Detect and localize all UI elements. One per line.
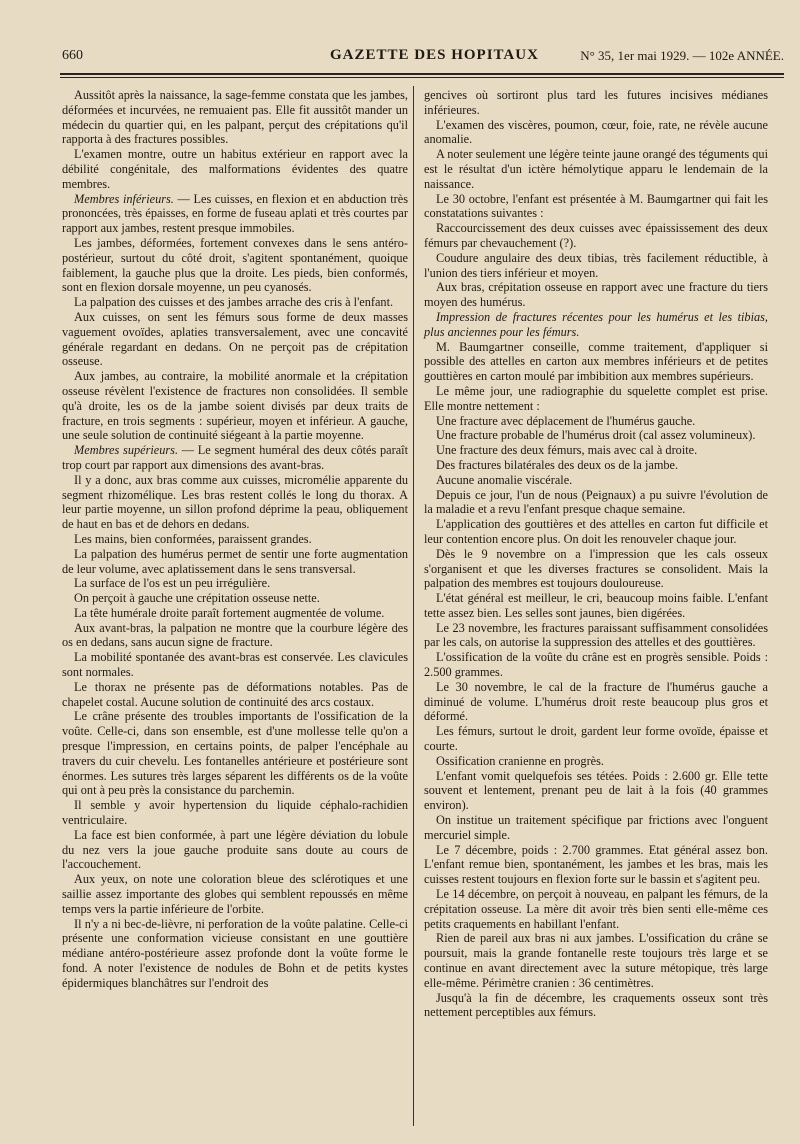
paragraph-text: Les fémurs, surtout le droit, gardent leur forme ovoïde, épaisse et courte. xyxy=(424,724,768,754)
paragraph xyxy=(62,147,408,191)
paragraph xyxy=(424,488,768,518)
paragraph-text: Une fracture avec déplacement de l'humérus gauche. xyxy=(436,413,696,428)
paragraph-text: Les jambes, déformées, fortement convexes dans le sens antéro-postérieur, surtout du côté droit, s'agitent spontanément, quoique faiblement, la gauche plus que la droite. Les pieds, bien conformés, sont en flexion dorsale moyenne, un peu cyanosés. xyxy=(62,235,408,295)
paragraph-text: Aux cuisses, on sent les fémurs sous forme de deux masses vaguement ovoïdes, aplaties transversalement, avec une concavité générale regardant en dedans. On ne perçoit pas de crépitation osseuse. xyxy=(62,309,408,369)
paragraph-text: Ossification cranienne en progrès. xyxy=(436,753,604,768)
paragraph-text: La palpation des humérus permet de sentir une forte augmentation de leur volume, avec aplatissement dans le sens transversal. xyxy=(62,546,408,576)
paragraph-text: Il y a donc, aux bras comme aux cuisses, micromélie apparente du segment rhizomélique. Les bras restent collés le long du thorax. A leur partie moyenne, un sillon profond déprime la peau, obliquement de haut en bas et de dehors en dedans. xyxy=(62,472,408,532)
paragraph-text: Le crâne présente des troubles importants de l'ossification de la voûte. Celle-ci, dans son ensemble, est d'une mollesse telle qu'on a presque l'impression, en certains points, de palper l'encéphale au travers du cuir chevelu. Les fontanelles antérieure et postérieure sont énormes. Les sutures très larges séparent les différents os de la voûte qui ont à peu près la consistance du parchemin. xyxy=(62,709,408,798)
paragraph xyxy=(62,192,408,236)
paragraph xyxy=(424,428,768,443)
header-rule-thin xyxy=(60,77,784,78)
paragraph xyxy=(62,473,408,532)
paragraph xyxy=(424,473,768,488)
paragraph xyxy=(424,147,768,191)
paragraph xyxy=(424,221,768,251)
paragraph-text: La surface de l'os est un peu irrégulière. xyxy=(74,576,271,591)
paragraph xyxy=(424,88,768,118)
paragraph-text: Des fractures bilatérales des deux os de la jambe. xyxy=(436,457,679,472)
paragraph-text: gencives où sortiront plus tard les futures incisives médianes inférieures. xyxy=(424,88,768,117)
paragraph-text: L'examen montre, outre un habitus extérieur en rapport avec la débilité congénitale, des malformations évidentes des quatre membres. xyxy=(62,147,408,191)
paragraph-text: Raccourcissement des deux cuisses avec épaississement des deux fémurs par chevauchement (?). xyxy=(424,221,768,250)
paragraph-text: Depuis ce jour, l'un de nous (Peignaux) a pu suivre l'évolution de la maladie et a revu l'enfant presque chaque semaine. xyxy=(424,487,768,517)
paragraph xyxy=(62,310,408,369)
paragraph-text: Dès le 9 novembre on a l'impression que les cals osseux s'organisent et que les diverses fractures se consolident. Mais la palpation des membres est toujours douloureuse. xyxy=(424,546,768,591)
paragraph xyxy=(424,443,768,458)
paragraph xyxy=(424,843,768,887)
paragraph-text: Une fracture des deux fémurs, mais avec cal à droite. xyxy=(436,443,698,458)
paragraph xyxy=(62,621,408,651)
paragraph-text: Le 30 octobre, l'enfant est présentée à M. Baumgartner qui fait les constatations suivantes : xyxy=(424,191,768,221)
paragraph-text: Le 7 décembre, poids : 2.700 grammes. Etat général assez bon. L'enfant remue bien, spontanément, les jambes et les bras, mais les cuisses restent toujours en flexion forte sur le bassin et s'agitent peu. xyxy=(424,842,768,887)
paragraph xyxy=(424,931,768,990)
paragraph xyxy=(62,680,408,710)
paragraph-text: La tête humérale droite paraît fortement augmentée de volume. xyxy=(74,605,385,620)
paragraph xyxy=(62,88,408,147)
paragraph-text: M. Baumgartner conseille, comme traitement, d'appliquer si possible des attelles en carton aux membres inférieurs et de petites gouttières en carton moulé par imbibition aux membres supérieurs. xyxy=(424,339,768,384)
paragraph-text: L'application des gouttières et des attelles en carton fut difficile et leur contention encore plus. On doit les renouveler chaque jour. xyxy=(424,517,768,546)
paragraph-text: L'état général est meilleur, le cri, beaucoup moins faible. L'enfant tette assez bien. Les selles sont jaunes, bien digérées. xyxy=(424,591,768,620)
paragraph xyxy=(424,280,768,310)
paragraph xyxy=(424,384,768,414)
paragraph-text: Aux bras, crépitation osseuse en rapport avec une fracture du tiers moyen des humérus. xyxy=(424,280,768,310)
paragraph-text: Les mains, bien conformées, paraissent grandes. xyxy=(74,531,312,546)
paragraph-text: Une fracture probable de l'humérus droit (cal assez volumineux). xyxy=(436,428,756,443)
paragraph-text: La mobilité spontanée des avant-bras est conservée. Les clavicules sont normales. xyxy=(62,650,408,680)
paragraph xyxy=(424,754,768,769)
paragraph-text: Le 14 décembre, on perçoit à nouveau, en palpant les fémurs, de la crépitation osseuse. La mère dit avoir très bien senti elle-même ces petits craquements en habillant l'enfant. xyxy=(424,887,768,931)
paragraph-text: Jusqu'à la fin de décembre, les craquements osseux sont très nettement perceptibles aux fémurs. xyxy=(424,990,768,1020)
paragraph-text: Aux avant-bras, la palpation ne montre que la courbure légère des os en dedans, sans aucun signe de fracture. xyxy=(62,620,408,650)
paragraph xyxy=(62,369,408,443)
paragraph xyxy=(424,650,768,680)
paragraph-text: Rien de pareil aux bras ni aux jambes. L'ossification du crâne se poursuit, mais la grande fontanelle reste toujours très large et se continue en avant directement avec la suture métopique, très large elle-même. Périmètre cranien : 36 centimètres. xyxy=(424,931,768,990)
paragraph xyxy=(424,991,768,1021)
paragraph-text: Il n'y a ni bec-de-lièvre, ni perforation de la voûte palatine. Celle-ci présente une conformation vicieuse consistant en une gouttière médiane antéro-postérieure assez profonde dont la voûte forme le fond. A noter l'existence de nodules de Bohn et de petits kystes épidermiques blanchâtres sur l'endroit des xyxy=(62,916,408,990)
paragraph-text: — Les cuisses, en flexion et en abduction très prononcées, très épaisses, en forme de fuseau aplati et très courtes par rapport aux jambes, restent presque immobiles. xyxy=(62,191,408,236)
paragraph-text: Il semble y avoir hypertension du liquide céphalo-rachidien ventriculaire. xyxy=(62,798,408,828)
paragraph-text: Aussitôt après la naissance, la sage-femme constata que les jambes, déformées et incurvées, ne remuaient pas. Elle fit aussitôt mander un médecin du quartier qui, en les palpant, perçut des crépitations qu'il rapporta à des fractures possibles. xyxy=(62,88,408,147)
paragraph xyxy=(424,414,768,429)
paragraph-text: A noter seulement une légère teinte jaune orangé des téguments qui est le résultat d'un ictère hémolytique apparu le lendemain de la naissance. xyxy=(424,147,768,191)
header-rule-thick xyxy=(60,73,784,75)
paragraph xyxy=(62,650,408,680)
journal-title: GAZETTE DES HOPITAUX xyxy=(330,47,539,63)
paragraph xyxy=(424,547,768,591)
paragraph-lead: Membres inférieurs. xyxy=(74,191,174,206)
paragraph-text: — Le segment huméral des deux côtés paraît trop court par rapport aux dimensions des avant-bras. xyxy=(62,443,408,472)
paragraph xyxy=(62,443,408,473)
paragraph xyxy=(424,310,768,340)
paragraph xyxy=(424,724,768,754)
paragraph-text: La palpation des cuisses et des jambes arrache des cris à l'enfant. xyxy=(74,295,394,310)
left-column xyxy=(62,88,408,991)
paragraph xyxy=(62,547,408,577)
paragraph-text: L'enfant vomit quelquefois ses tétées. Poids : 2.600 gr. Elle tette souvent et lentement, prenant peu de lait à la fois (40 grammes environ). xyxy=(424,768,768,813)
paragraph-lead: Membres supérieurs. xyxy=(74,443,179,458)
paragraph xyxy=(424,621,768,651)
paragraph xyxy=(424,251,768,281)
page-number: 660 xyxy=(62,48,83,63)
paragraph-text: On institue un traitement spécifique par frictions avec l'onguent mercuriel simple. xyxy=(424,813,768,842)
paragraph xyxy=(62,828,408,872)
paragraph-text: Coudure angulaire des deux tibias, très facilement réductible, à l'union des tiers inférieur et moyen. xyxy=(424,250,768,280)
paragraph-text: Aux jambes, au contraire, la mobilité anormale et la crépitation osseuse révèlent l'existence de fractures non consolidées. Il semble qu'à droite, les os de la jambe soient divisés par deux traits de fracture, en trois segments : supérieur, moyen et inférieur. A gauche, une seule solution de continuité siégeant à la partie moyenne. xyxy=(62,369,408,443)
paragraph-text: Aux yeux, on note une coloration bleue des sclérotiques et une saillie assez importante des globes qui semblent repoussés en même temps vers la partie inférieure de l'orbite. xyxy=(62,872,408,916)
paragraph-text: Impression de fractures récentes pour les humérus et les tibias, plus anciennes pour les fémurs. xyxy=(424,309,768,339)
paragraph-text: Le 23 novembre, les fractures paraissant suffisamment consolidées par les cals, on autorise la suppression des attelles et des gouttières. xyxy=(424,620,768,650)
paragraph xyxy=(424,680,768,724)
paragraph-text: Le thorax ne présente pas de déformations notables. Pas de chapelet costal. Aucune solution de continuité des arcs costaux. xyxy=(62,679,408,709)
paragraph-text: Le même jour, une radiographie du squelette complet est prise. Elle montre nettement : xyxy=(424,383,768,413)
paragraph xyxy=(424,887,768,931)
paragraph xyxy=(424,517,768,547)
paragraph xyxy=(62,295,408,310)
paragraph-text: L'ossification de la voûte du crâne est en progrès sensible. Poids : 2.500 grammes. xyxy=(424,650,768,680)
paragraph xyxy=(62,917,408,991)
paragraph xyxy=(62,591,408,606)
paragraph-text: La face est bien conformée, à part une légère déviation du lobule du nez vers la joue gauche produite sans doute au cours de l'accouchement. xyxy=(62,827,408,872)
paragraph xyxy=(424,118,768,148)
paragraph xyxy=(62,532,408,547)
paragraph xyxy=(424,192,768,222)
paragraph-text: On perçoit à gauche une crépitation osseuse nette. xyxy=(74,591,320,606)
paragraph xyxy=(62,872,408,916)
issue-info: N° 35, 1er mai 1929. — 102e ANNÉE. xyxy=(580,48,784,63)
paragraph xyxy=(424,769,768,813)
paragraph xyxy=(424,591,768,621)
right-column xyxy=(424,88,768,1020)
paragraph xyxy=(424,340,768,384)
paragraph xyxy=(62,576,408,591)
paragraph xyxy=(424,813,768,843)
page-header xyxy=(62,44,784,68)
paragraph xyxy=(62,798,408,828)
paragraph-text: L'examen des viscères, poumon, cœur, foie, rate, ne révèle aucune anomalie. xyxy=(424,117,768,147)
paragraph xyxy=(62,606,408,621)
paragraph-text: Aucune anomalie viscérale. xyxy=(436,472,573,487)
column-divider xyxy=(413,86,414,1126)
paragraph-text: Le 30 novembre, le cal de la fracture de l'humérus gauche a diminué de volume. L'humérus droit reste beaucoup plus gros et déformé. xyxy=(424,679,768,724)
paragraph xyxy=(62,236,408,295)
paragraph xyxy=(62,709,408,798)
paragraph xyxy=(424,458,768,473)
